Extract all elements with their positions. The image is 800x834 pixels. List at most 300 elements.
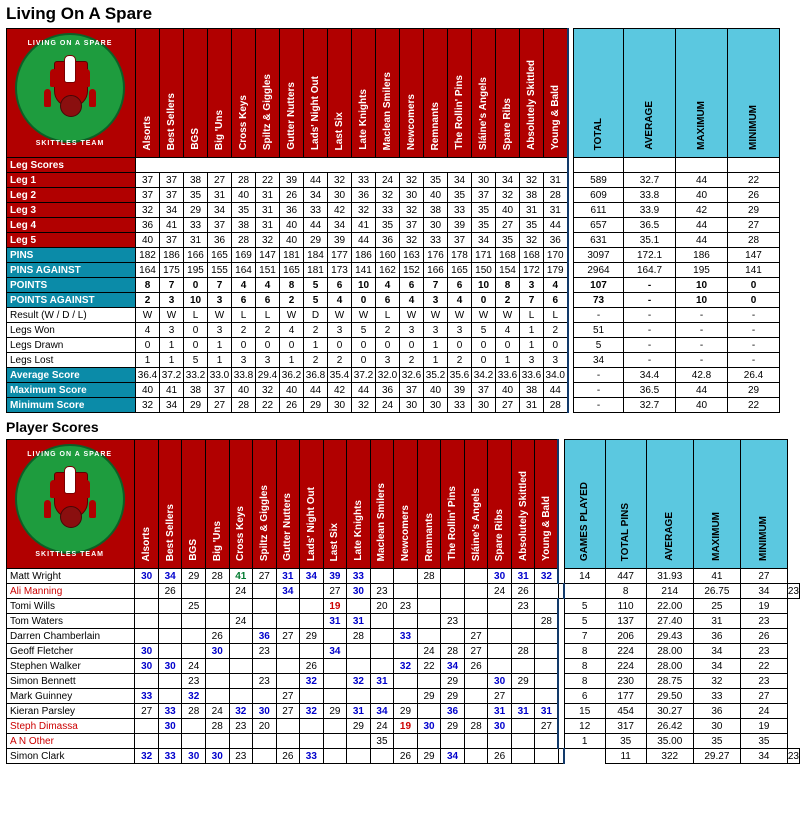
data-cell: 177: [328, 248, 352, 263]
score-cell: 30: [135, 644, 159, 659]
score-cell: [441, 599, 465, 614]
summary-cell: 8: [564, 659, 605, 674]
score-cell: [417, 584, 441, 599]
score-cell: 20: [253, 719, 277, 734]
data-cell: 141: [352, 263, 376, 278]
score-cell: 27: [464, 629, 488, 644]
table-row: [7, 353, 780, 368]
data-cell: 2: [304, 353, 328, 368]
score-cell: 32: [135, 749, 159, 764]
data-cell: 37: [160, 188, 184, 203]
data-cell: 34: [208, 203, 232, 218]
data-cell: 5: [352, 323, 376, 338]
data-cell: 1: [160, 353, 184, 368]
score-cell: [158, 614, 182, 629]
score-cell: 26: [205, 629, 229, 644]
data-cell: 32: [400, 233, 424, 248]
data-cell: 35: [376, 218, 400, 233]
data-cell: 168: [496, 248, 520, 263]
data-cell: 38: [520, 383, 544, 398]
data-cell: 3: [208, 293, 232, 308]
data-cell: 29: [184, 203, 208, 218]
score-cell: 41: [229, 569, 253, 584]
score-cell: [441, 584, 465, 599]
row-label: PINS AGAINST: [7, 263, 136, 278]
score-cell: [300, 644, 324, 659]
data-cell: 31: [544, 173, 568, 188]
data-cell: 37: [472, 188, 496, 203]
summary-cell: 23: [787, 750, 799, 762]
summary-cell: 33.8: [624, 188, 676, 203]
data-cell: 32: [376, 188, 400, 203]
table-row: [7, 263, 780, 278]
summary-cell: -: [624, 308, 676, 323]
score-cell: 33: [158, 749, 182, 764]
data-cell: 37: [400, 383, 424, 398]
score-cell: [205, 674, 229, 689]
score-cell: [535, 734, 559, 749]
data-cell: 4: [256, 278, 280, 293]
data-cell: 28: [232, 233, 256, 248]
table-row: [7, 599, 800, 614]
summary-cell: 32.7: [624, 173, 676, 188]
score-cell: [205, 659, 229, 674]
opponent-header: Lads' Night Out: [300, 440, 324, 569]
data-cell: 0: [256, 338, 280, 353]
data-cell: 7: [160, 278, 184, 293]
data-cell: 32: [256, 383, 280, 398]
data-cell: 0: [472, 338, 496, 353]
score-cell: 30: [417, 719, 441, 734]
score-cell: [417, 734, 441, 749]
score-cell: [253, 689, 277, 704]
data-cell: 35: [520, 218, 544, 233]
opponent-header: Spiltz & Giggles: [253, 440, 277, 569]
data-cell: 28: [232, 398, 256, 413]
score-cell: [464, 584, 488, 599]
data-cell: 162: [376, 263, 400, 278]
summary-cell: 26.42: [646, 719, 693, 734]
score-cell: [417, 599, 441, 614]
data-cell: 1: [496, 353, 520, 368]
score-cell: [347, 599, 371, 614]
score-cell: [511, 719, 535, 734]
score-cell: 27: [488, 689, 512, 704]
data-cell: 3: [256, 353, 280, 368]
summary-header: AVERAGE: [624, 29, 676, 158]
data-cell: 0: [328, 338, 352, 353]
score-cell: 29: [441, 689, 465, 704]
score-cell: [511, 734, 535, 749]
opponent-header: Young & Bald: [544, 29, 568, 158]
opponent-header: Last Six: [328, 29, 352, 158]
data-cell: 0: [280, 338, 304, 353]
data-cell: 0: [472, 293, 496, 308]
data-cell: 179: [544, 263, 568, 278]
summary-cell: 51: [574, 323, 624, 338]
data-cell: 30: [400, 188, 424, 203]
data-cell: 33: [448, 203, 472, 218]
data-cell: 1: [424, 338, 448, 353]
data-cell: W: [448, 308, 472, 323]
data-cell: 35: [472, 203, 496, 218]
data-cell: L: [184, 308, 208, 323]
summary-cell: 44: [676, 233, 728, 248]
score-cell: [464, 569, 488, 584]
data-cell: 36: [208, 233, 232, 248]
data-cell: 29: [304, 398, 328, 413]
score-cell: [488, 644, 512, 659]
score-cell: [300, 719, 324, 734]
data-cell: 0: [352, 293, 376, 308]
summary-cell: 11: [605, 749, 646, 764]
data-cell: 0: [448, 338, 472, 353]
score-cell: 23: [511, 599, 535, 614]
summary-header: TOTAL: [574, 29, 624, 158]
score-cell: [347, 734, 371, 749]
score-cell: [253, 584, 277, 599]
data-cell: 175: [160, 263, 184, 278]
summary-cell: 33: [693, 689, 740, 704]
score-cell: 24: [370, 719, 394, 734]
score-cell: 32: [300, 674, 324, 689]
table-row: [7, 323, 780, 338]
score-cell: [464, 749, 488, 764]
score-cell: 19: [323, 599, 347, 614]
data-cell: 32.0: [376, 368, 400, 383]
table-row: [7, 293, 780, 308]
data-cell: 38: [184, 173, 208, 188]
data-cell: 3: [400, 323, 424, 338]
opponent-header: Absolutely Skittled: [511, 440, 535, 569]
summary-cell: 206: [605, 629, 646, 644]
data-cell: 30: [472, 173, 496, 188]
data-cell: 8: [280, 278, 304, 293]
score-cell: [394, 644, 418, 659]
leg-scores-label: Leg Scores: [7, 158, 136, 173]
player-scores-table: [6, 439, 800, 764]
score-cell: 32: [182, 689, 206, 704]
summary-header: MAXIMUM: [693, 440, 740, 569]
opponent-header: Spare Ribs: [496, 29, 520, 158]
data-cell: 1: [136, 353, 160, 368]
summary-header: TOTAL PINS: [605, 440, 646, 569]
data-cell: 6: [448, 278, 472, 293]
data-cell: W: [328, 308, 352, 323]
summary-cell: 5: [564, 614, 605, 629]
opponent-header: Last Six: [323, 440, 347, 569]
summary-cell: 36.5: [624, 218, 676, 233]
table-row: [7, 749, 800, 764]
data-cell: 42: [328, 203, 352, 218]
score-cell: 33: [300, 749, 324, 764]
data-cell: 30: [400, 398, 424, 413]
team-header-row: [7, 29, 780, 158]
data-cell: 166: [424, 263, 448, 278]
opponent-header: Remnants: [417, 440, 441, 569]
score-cell: [182, 614, 206, 629]
summary-cell: -: [728, 308, 780, 323]
data-cell: 2: [544, 323, 568, 338]
data-cell: 3: [328, 323, 352, 338]
score-cell: [347, 749, 371, 764]
player-name: Simon Clark: [7, 749, 135, 764]
summary-cell: -: [728, 353, 780, 368]
data-cell: 6: [376, 293, 400, 308]
score-cell: 29: [417, 749, 441, 764]
data-cell: 27: [496, 398, 520, 413]
data-cell: W: [160, 308, 184, 323]
data-cell: 8: [136, 278, 160, 293]
score-cell: 26: [158, 584, 182, 599]
row-label: Leg 5: [7, 233, 136, 248]
score-cell: [370, 569, 394, 584]
score-cell: 26: [394, 749, 418, 764]
score-cell: 30: [488, 719, 512, 734]
data-cell: 0: [544, 338, 568, 353]
score-cell: [182, 629, 206, 644]
summary-cell: 172.1: [624, 248, 676, 263]
data-cell: 3: [448, 323, 472, 338]
score-cell: [323, 749, 347, 764]
score-cell: [323, 734, 347, 749]
summary-cell: 22: [740, 659, 787, 674]
data-cell: 38: [520, 188, 544, 203]
data-cell: W: [352, 308, 376, 323]
opponent-header: Maclean Smilers: [376, 29, 400, 158]
table-row: [7, 644, 800, 659]
score-cell: 23: [253, 674, 277, 689]
score-cell: [182, 584, 206, 599]
score-cell: [205, 614, 229, 629]
data-cell: 2: [280, 293, 304, 308]
score-cell: 30: [135, 569, 159, 584]
team-logo: [7, 29, 136, 158]
score-cell: [464, 689, 488, 704]
table-row: [7, 203, 780, 218]
summary-cell: -: [676, 353, 728, 368]
summary-cell: 19: [740, 599, 787, 614]
score-cell: [229, 629, 253, 644]
data-cell: 2: [256, 323, 280, 338]
score-cell: 24: [205, 704, 229, 719]
player-name: Stephen Walker: [7, 659, 135, 674]
data-cell: 33: [352, 173, 376, 188]
score-cell: 29: [347, 719, 371, 734]
data-cell: 3: [208, 323, 232, 338]
summary-cell: 454: [605, 704, 646, 719]
summary-cell: 8: [564, 674, 605, 689]
data-cell: 42: [328, 383, 352, 398]
score-cell: [464, 674, 488, 689]
score-cell: 27: [276, 704, 300, 719]
data-cell: 3: [520, 353, 544, 368]
summary-cell: 177: [605, 689, 646, 704]
score-cell: [535, 659, 559, 674]
data-cell: 3: [376, 353, 400, 368]
score-cell: [182, 734, 206, 749]
row-label: Leg 3: [7, 203, 136, 218]
score-cell: [135, 674, 159, 689]
opponent-header: Spare Ribs: [488, 440, 512, 569]
data-cell: 35: [496, 233, 520, 248]
summary-cell: 36.5: [624, 383, 676, 398]
score-cell: [229, 689, 253, 704]
data-cell: 37: [400, 218, 424, 233]
score-cell: 28: [535, 614, 559, 629]
summary-cell: 19: [740, 719, 787, 734]
data-cell: 40: [424, 383, 448, 398]
data-cell: 31: [520, 398, 544, 413]
score-cell: [535, 584, 559, 599]
summary-cell: 195: [676, 263, 728, 278]
opponent-header: Remnants: [424, 29, 448, 158]
data-cell: 165: [448, 263, 472, 278]
data-cell: 4: [400, 293, 424, 308]
data-cell: 40: [280, 233, 304, 248]
table-row: [7, 233, 780, 248]
player-name: Kieran Parsley: [7, 704, 135, 719]
summary-cell: 30: [693, 719, 740, 734]
score-cell: 27: [323, 584, 347, 599]
data-cell: 36: [352, 188, 376, 203]
summary-cell: -: [624, 323, 676, 338]
score-cell: [276, 659, 300, 674]
data-cell: 1: [520, 338, 544, 353]
summary-cell: 317: [605, 719, 646, 734]
data-cell: 37: [208, 218, 232, 233]
summary-header: MINIMUM: [740, 440, 787, 569]
data-cell: 34: [304, 188, 328, 203]
row-label: POINTS: [7, 278, 136, 293]
data-cell: 40: [136, 233, 160, 248]
player-name: Mark Guinney: [7, 689, 135, 704]
score-cell: [370, 689, 394, 704]
data-cell: 28: [544, 188, 568, 203]
summary-header: MAXIMUM: [676, 29, 728, 158]
score-cell: 23: [182, 674, 206, 689]
summary-cell: 35.1: [624, 233, 676, 248]
player-name: Ali Manning: [7, 584, 135, 599]
data-cell: 2: [496, 293, 520, 308]
data-cell: 36.4: [136, 368, 160, 383]
score-cell: [158, 599, 182, 614]
score-cell: [370, 749, 394, 764]
row-label: Minimum Score: [7, 398, 136, 413]
score-cell: [135, 614, 159, 629]
score-cell: [535, 749, 559, 764]
score-cell: [511, 659, 535, 674]
score-cell: 22: [417, 659, 441, 674]
data-cell: 37: [160, 233, 184, 248]
data-cell: 32: [136, 398, 160, 413]
score-cell: 26: [488, 749, 512, 764]
data-cell: 182: [136, 248, 160, 263]
score-cell: [276, 734, 300, 749]
opponent-header: BGS: [182, 440, 206, 569]
data-cell: 37.2: [160, 368, 184, 383]
score-cell: 36: [441, 704, 465, 719]
opponent-header: The Rollin' Pins: [441, 440, 465, 569]
data-cell: 6: [232, 293, 256, 308]
data-cell: W: [136, 308, 160, 323]
data-cell: 1: [208, 338, 232, 353]
summary-cell: 35: [693, 734, 740, 749]
opponent-header: Best Sellers: [158, 440, 182, 569]
table-row: [7, 368, 780, 383]
data-cell: 32: [328, 173, 352, 188]
summary-cell: 35.00: [646, 734, 693, 749]
data-cell: L: [256, 308, 280, 323]
summary-cell: 1: [564, 734, 605, 749]
summary-cell: 8: [605, 584, 646, 599]
data-cell: 35: [472, 218, 496, 233]
data-cell: 32: [352, 398, 376, 413]
score-cell: 24: [488, 584, 512, 599]
data-cell: 40: [496, 383, 520, 398]
score-cell: 27: [253, 569, 277, 584]
summary-cell: -: [574, 398, 624, 413]
data-cell: 7: [520, 293, 544, 308]
summary-cell: 107: [574, 278, 624, 293]
score-cell: 30: [135, 659, 159, 674]
row-label: Legs Drawn: [7, 338, 136, 353]
data-cell: 4: [328, 293, 352, 308]
score-cell: 32: [535, 569, 559, 584]
score-cell: 28: [464, 719, 488, 734]
summary-cell: 28.75: [646, 674, 693, 689]
player-header-row: [7, 440, 800, 569]
summary-cell: 10: [676, 293, 728, 308]
summary-cell: 33.9: [624, 203, 676, 218]
data-cell: 31: [256, 203, 280, 218]
data-cell: 6: [328, 278, 352, 293]
data-cell: 39: [328, 233, 352, 248]
score-cell: 31: [323, 614, 347, 629]
data-cell: 35: [184, 188, 208, 203]
opponent-header: Cross Keys: [229, 440, 253, 569]
data-cell: 3: [424, 323, 448, 338]
data-cell: 30: [424, 398, 448, 413]
score-cell: [300, 584, 324, 599]
divider: [564, 749, 605, 764]
data-cell: 35: [424, 173, 448, 188]
data-cell: 181: [304, 263, 328, 278]
data-cell: 37: [448, 233, 472, 248]
data-cell: 176: [424, 248, 448, 263]
score-cell: 34: [300, 569, 324, 584]
score-cell: 29: [417, 689, 441, 704]
player-name: Steph Dimassa: [7, 719, 135, 734]
score-cell: [370, 659, 394, 674]
summary-cell: 34: [740, 584, 787, 599]
score-cell: [488, 629, 512, 644]
opponent-header: Absolutely Skittled: [520, 29, 544, 158]
player-scores-title: Player Scores: [6, 419, 99, 435]
summary-cell: 27: [740, 689, 787, 704]
data-cell: 155: [208, 263, 232, 278]
summary-cell: 224: [605, 644, 646, 659]
table-row: [7, 704, 800, 719]
summary-cell: 14: [564, 569, 605, 584]
score-cell: 28: [417, 569, 441, 584]
score-cell: [464, 599, 488, 614]
data-cell: 4: [136, 323, 160, 338]
summary-cell: 7: [564, 629, 605, 644]
summary-cell: 42.8: [676, 368, 728, 383]
logo-top-text: LIVING ON A SPARE: [27, 40, 113, 47]
data-cell: 33: [448, 398, 472, 413]
